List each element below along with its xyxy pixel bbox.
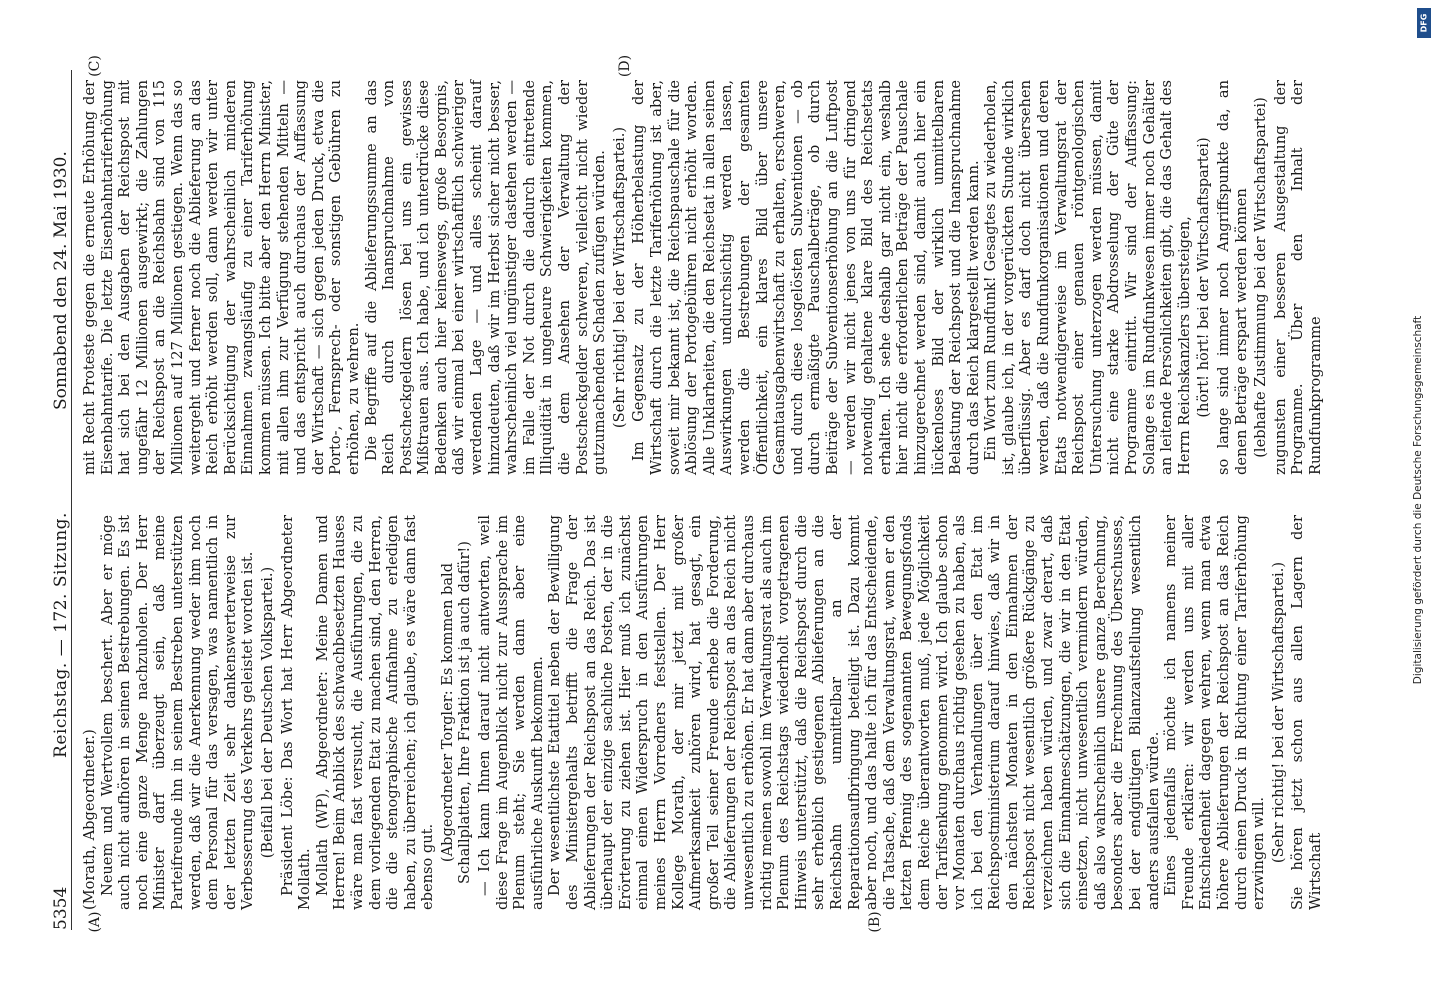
dfg-logo-text: DFG — [1419, 13, 1429, 33]
paragraph: Ein Wort zum Rundfunk! Gesagtes zu wiederholen, ist, glaube ich, in der vorgerückten Stunde wirklich überflüssig. Aber es darf doch nicht übersehen werden, daß die Rundfunkorganisationen und deren Etats notwendigerweise im Verwaltungsrat der Reichspost einer genauen röntgenologischen Untersuchung unterzogen werden müssen, damit nicht eine starke Abdrosselung der Güte der Programme eintritt. Wir sind der Auffassung: Solange es im Rundfunkwesen immer noch Gehälter an leitende Persönlichkeiten gibt, die das Gehalt des Herrn Reichskanzlers übersteigen, — [982, 80, 1193, 475]
page-header — [37, 70, 72, 930]
margin-marker-b: (B) — [867, 911, 883, 933]
paragraph: mit Recht Proteste gegen die erneute Erhöhung der Eisenbahntarife. Die letzte Eisenbahntariferhöhung hat sich bei den Ausgaben der Reichspost mit ungefähr 12 Millionen ausgewirkt; die Zahlungen der Reichspost an die Reichsbahn sind von 115 Millionen auf 127 Millionen gestiegen. Wenn das so weitergeht und ferner noch die Ablieferung an das Reich erhöht werden soll, dann werden wir unter Berücksichtigung der wahrscheinlich minderen Einnahmen zwangsläufig zu einer Tariferhöhung kommen müssen. Ich bitte aber den Herrn Minister, mit allen ihm zur Verfügung stehenden Mitteln — und das entspricht auch durchaus der Auffassung der Wirtschaft — sich gegen jeden Druck, etwa die Porto-, Fernsprech- oder sonstigen Gebühren zu erhöhen, zu wehren. — [81, 80, 362, 475]
digitization-note — [1410, 8, 1426, 992]
paragraph: Neuem und Wertvollem beschert. Aber er möge auch nicht aufhören in seinen Bestrebungen. Es ist noch eine ganze Menge nachzuholen. Der Herr Minister darf überzeugt sein, daß meine Parteifreunde ihn in seinem Bestreben unterstützen werden, daß wir die Anerkennung weder ihm noch dem Personal für das versagen, was namentlich in der letzten Zeit sehr dankenswerterweise zur Verbesserung des Verkehrs geleistet worden ist. — [98, 515, 257, 910]
header-date: Sonnabend den 24. Mai 1930. — [51, 151, 71, 410]
right-column — [81, 80, 1381, 475]
digitization-note-text: Digitalisierung gefördert durch die Deutsche Forschungsgemeinschaft — [1412, 315, 1424, 685]
left-column — [81, 515, 1381, 910]
interjection: (hört! hört! bei der Wirtschaftspartei) — [1195, 137, 1213, 418]
interjection: (lebhafte Zustimmung bei der Wirtschaftspartei) — [1252, 97, 1270, 458]
president-remark: Präsident Löbe: Das Wort hat Herr Abgeordneter Mollath. — [278, 515, 314, 910]
paragraph: Im Gegensatz zu der Höherbelastung der Wirtschaft durch die letzte Tariferhöhung ist aber, soweit mir bekannt ist, die Reichspauschale für die Ablösung der Portogebühren nicht erhöht worden. Alle Unklarheiten, die den Reichsetat in allen seinen Auswirkungen undurchsichtig werden lassen, werden die Bestrebungen der gesamten Öffentlichkeit, ein klares Bild über unsere Gesamtausgabenwirtschaft zu erhalten, erschweren, und durch diese losgelösten Subventionen — ob durch ermäßigte Pauschalbeträge, ob durch Beiträge der Subventionserhöhung an die Luftpost — werden wir nicht jenes von uns für dringend notwendig gehaltene klare Bild des Reichsetats erhalten. Ich sehe deshalb gar nicht ein, weshalb hier nicht die erforderlichen Beträge der Pauschale hinzugerechnet werden sind, damit auch hier ein lückenloses Bild der wirklich unmittelbaren Belastung der Reichspost und die Inanspruchnahme durch das Reich klargestellt werden kann. — [630, 80, 982, 475]
paragraph: Mollath (WP), Abgeordneter: Meine Damen und Herren! Beim Anblick des schwachbesetzten Hauses wäre man fast versucht, die Ausführungen, die zu dem vorliegenden Etat zu machen sind, den Herren, die die stenographische Aufnahme zu erledigen haben, zu überreichen; ich glaube, es wäre dann fast ebenso gut. — [313, 515, 437, 910]
paragraph: Die Begriffe auf die Ablieferungssumme an das Reich durch Inanspruchnahme von Postscheckgeldern lösen bei uns ein gewisses Mißtrauen aus. Ich habe, und ich unterdrücke diese Bedenken auch hier keineswegs, große Besorgnis, daß wir einmal bei einer wirtschaftlich schwieriger werdenden Lage — und alles scheint darauf hinzudeuten, daß wir im Herbst sicher nicht besser, wahrscheinlich viel ungünstiger dastehen werden — im Falle der Not durch die dadurch eintretende Illiquidität in ungeheure Schwierigkeiten kommen, die dem Ansehen der Verwaltung der Postscheckgelder schweren, vielleicht nicht wieder gutzumachenden Schaden zufügen würden. — [362, 80, 609, 475]
paragraph: zugunsten einer besseren Ausgestaltung der Programme. Über den Inhalt der Rundfunkprogramme — [1271, 80, 1324, 475]
margin-marker-a: (A) — [87, 911, 103, 933]
interjection: (Sehr richtig! bei der Wirtschaftspartei.) — [1269, 561, 1287, 864]
margin-marker-d: (D) — [617, 54, 633, 78]
interjection: (Abgeordneter Torgler: Es kommen bald Schallplatten, Ihre Fraktion ist ja auch dafür!) — [438, 541, 474, 884]
paragraph: Eines jedenfalls möchte ich namens meiner Freunde erklären: wir werden uns mit aller Entschiedenheit dagegen wehren, wenn man etwa höhere Ablieferungen der Reichspost an das Reich durch einen Druck in Richtung einer Tariferhöhung erzwingen will. — [1162, 515, 1268, 910]
paragraph: so lange sind immer noch Angriffspunkte da, an denen Beträge erspart werden können — [1215, 80, 1250, 475]
paragraph: Sie hören jetzt schon aus allen Lagern der Wirtschaft — [1289, 515, 1324, 910]
interjection: (Sehr richtig! bei der Wirtschaftspartei.) — [610, 126, 628, 429]
paragraph: — Ich kann Ihnen darauf nicht antworten, weil diese Frage im Augenblick nicht zur Aussprache im Plenum steht; Sie werden dann aber eine ausführliche Auskunft bekommen. — [476, 515, 546, 910]
margin-marker-c: (C) — [87, 55, 103, 77]
interjection: (Beifall bei der Deutschen Volkspartei.) — [258, 566, 276, 859]
speaker-continuation: (Morath, Abgeordneter.) — [81, 729, 98, 910]
header-session: Reichstag. — 172. Sitzung. — [51, 512, 71, 758]
page-number: 5354 — [51, 886, 71, 930]
paragraph: Der wesentlichste Etattitel neben der Bewilligung des Ministergehalts betrifft die Frage der Ablieferungen der Reichspost an das Reich. Das ist überhaupt der einzige sachliche Posten, der in die Erörterung zu ziehen ist. Hier muß ich zunächst einmal einen Widerspruch in den Ausführungen meines Herrn Vorredners feststellen. Der Herr Kollege Morath, der mir jetzt mit großer Aufmerksamkeit zuhören wird, hat gesagt, ein großer Teil seiner Freunde erhebe die Forderung, die Ablieferungen der Reichspost an das Reich nicht unwesentlich zu erhöhen. Er hat dann aber durchaus richtig meinen sowohl im Verwaltungsrat als auch im Plenum des Reichstags wiederholt vorgetragenen Hinweis unterstützt, daß die Reichspost durch die sehr erheblich gestiegenen Ablieferungen an die Reichsbahn unmittelbar an der Reparationsaufbringung beteiligt ist. Dazu kommt aber noch, und das halte ich für das Entscheidende, die Tatsache, daß dem Verwaltungsrat, wenn er den letzten Pfennig des sogenannten Bewegungsfonds dem Reiche überantworten muß, jede Möglichkeit der Tarifsenkung genommen wird. Ich glaube schon vor Monaten durchaus richtig gesehen zu haben, als ich bei den Verhandlungen über den Etat im Reichspostministerium darauf hinwies, daß wir in den nächsten Monaten in den Einnahmen der Reichspost nicht wesentlich größere Rückgänge zu verzeichnen haben würden, und zwar derart, daß sich die Einnahmeschätzungen, die wir in den Etat einsetzen, nicht unwesentlich vermindern würden, daß also wahrscheinlich unsere ganze Berechnung, besonders aber die Errechnung des Überschusses, bei der endgültigen Bilanzaufstellung wesentlich anders ausfallen würde. — [546, 514, 1162, 910]
document-page — [37, 54, 1397, 933]
